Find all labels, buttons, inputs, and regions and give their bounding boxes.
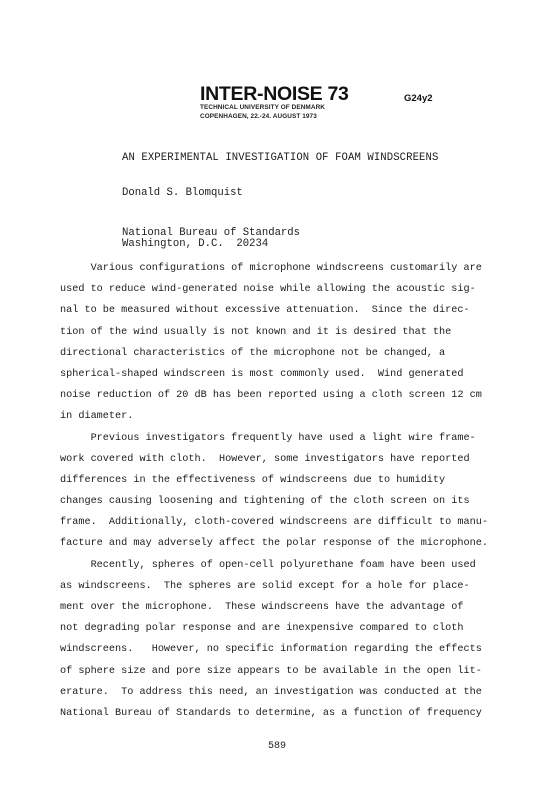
body-line: not degrading polar response and are inexpensive compared to cloth: [60, 623, 464, 635]
body-line: frame. Additionally, cloth-covered windscreens are difficult to manu-: [60, 517, 488, 529]
body-line: National Bureau of Standards to determine, as a function of frequency: [60, 707, 482, 719]
body-line: of sphere size and pore size appears to be available in the open lit-: [60, 665, 482, 677]
body-line: spherical-shaped windscreen is most commonly used. Wind generated: [60, 368, 464, 380]
page-number: 589: [268, 741, 287, 752]
body-line: nal to be measured without excessive attenuation. Since the direc-: [60, 305, 470, 317]
body-line: as windscreens. The spheres are solid except for a hole for place-: [60, 580, 470, 592]
body-line: facture and may adversely affect the polar response of the microphone.: [60, 538, 488, 550]
body-line: ment over the microphone. These windscreens have the advantage of: [60, 602, 464, 613]
body-line: work covered with cloth. However, some investigators have reported: [60, 453, 470, 465]
conference-masthead: [200, 84, 360, 121]
body-line: Recently, spheres of open-cell polyurethane foam have been used: [60, 559, 476, 571]
body-line: differences in the effectiveness of windscreens due to humidity: [60, 474, 446, 486]
body-line: Various configurations of microphone windscreens customarily are: [60, 263, 482, 274]
body-line: changes causing loosening and tightening of the cloth screen on its: [60, 496, 470, 508]
body-text: [60, 258, 500, 724]
conference-subtitle-location-date: COPENHAGEN, 22.-24. AUGUST 1973: [200, 112, 317, 120]
body-line: Previous investigators frequently have used a light wire frame-: [60, 432, 476, 444]
conference-title: INTER-NOISE 73: [200, 83, 349, 105]
affiliation-address: Washington, D.C. 20234: [122, 238, 269, 250]
body-line: windscreens. However, no specific information regarding the effects: [60, 644, 482, 656]
body-line: in diameter.: [60, 411, 134, 423]
conference-subtitle-university: TECHNICAL UNIVERSITY OF DENMARK: [200, 104, 326, 111]
paper-title: AN EXPERIMENTAL INVESTIGATION OF FOAM WINDSCREENS: [122, 152, 439, 164]
paper-code: G24y2: [404, 93, 433, 104]
author-name: Donald S. Blomquist: [122, 187, 243, 199]
affiliation-institution: National Bureau of Standards: [122, 227, 301, 239]
body-line: erature. To address this need, an investigation was conducted at the: [60, 686, 482, 698]
body-line: tion of the wind usually is not known and it is desired that the: [60, 326, 452, 338]
body-line: directional characteristics of the microphone not be changed, a: [60, 347, 446, 359]
body-line: used to reduce wind-generated noise while allowing the acoustic sig-: [60, 284, 476, 296]
body-line: noise reduction of 20 dB has been reported using a cloth screen 12 cm: [60, 390, 482, 402]
